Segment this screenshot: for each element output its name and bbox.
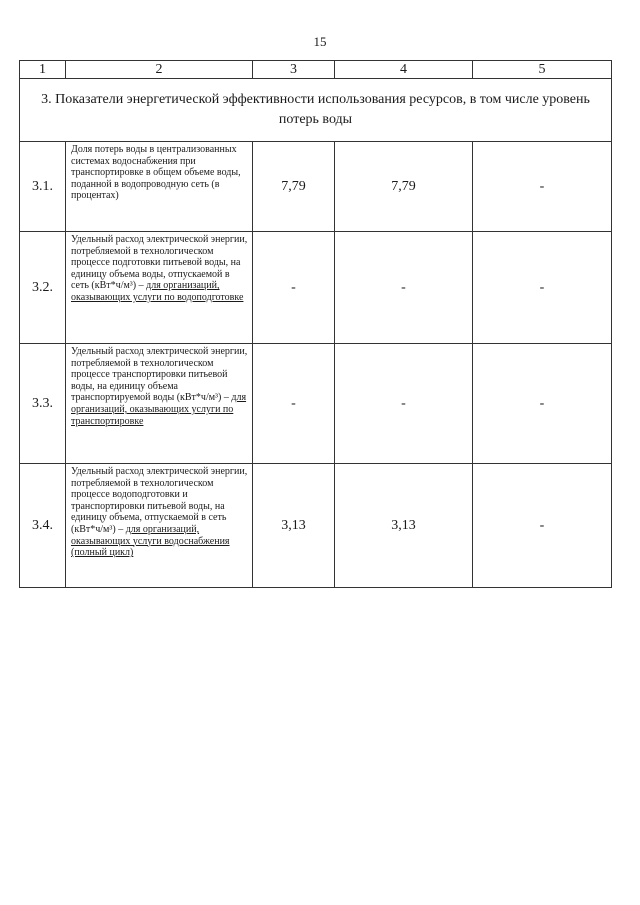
row-description-underlined: для организаций, оказывающих услуги по транспортировке bbox=[71, 392, 247, 427]
section-row bbox=[20, 79, 612, 142]
row-description bbox=[66, 344, 253, 464]
header-cell-5: 5 bbox=[473, 61, 612, 79]
header-cell-2: 2 bbox=[66, 61, 253, 79]
header-cell-3: 3 bbox=[253, 61, 335, 79]
row-value-col3: - bbox=[253, 344, 335, 464]
row-value-col5: - bbox=[473, 142, 612, 232]
row-description bbox=[66, 464, 253, 588]
row-description-text: Удельный расход электрической энергии, потребляемой в технологическом процессе подготовки питьевой воды, на единицу объема воды, отпускаемой в сеть (кВт*ч/м³) – bbox=[71, 234, 248, 292]
row-value-col4: - bbox=[335, 344, 473, 464]
section-title: 3. Показатели энергетической эффективности использования ресурсов, в том числе уровень потерь воды bbox=[20, 79, 612, 142]
table-row bbox=[20, 232, 612, 344]
table-row bbox=[20, 142, 612, 232]
table-row bbox=[20, 464, 612, 588]
row-description-underlined: для организаций, оказывающих услуги водоснабжения (полный цикл) bbox=[71, 523, 230, 559]
header-row bbox=[20, 61, 612, 79]
row-description-text: Удельный расход электрической энергии, потребляемой в технологическом процессе водоподготовки и транспортировки питьевой воды, на единицу объема, отпускаемой в сеть (кВт*ч/м³) – bbox=[71, 466, 248, 535]
row-value-col5: - bbox=[473, 464, 612, 588]
row-description bbox=[66, 142, 253, 232]
page-number: 15 bbox=[313, 34, 327, 49]
row-value-col4: 7,79 bbox=[335, 142, 473, 232]
row-number: 3.3. bbox=[20, 344, 66, 464]
header-cell-4: 4 bbox=[335, 61, 473, 79]
row-value-col4: - bbox=[335, 232, 473, 344]
row-value-col3: - bbox=[253, 232, 335, 344]
row-number: 3.2. bbox=[20, 232, 66, 344]
row-value-col5: - bbox=[473, 232, 612, 344]
indicators-table bbox=[19, 60, 612, 588]
row-value-col4: 3,13 bbox=[335, 464, 473, 588]
row-number: 3.4. bbox=[20, 464, 66, 588]
row-description bbox=[66, 232, 253, 344]
row-value-col5: - bbox=[473, 344, 612, 464]
row-description-underlined: для организаций, оказывающих услуги по водоподготовке bbox=[71, 280, 244, 303]
row-description-text: Доля потерь воды в централизованных системах водоснабжения при транспортировке в общем объеме воды, поданной в водопроводную сеть (в процентах) bbox=[71, 144, 241, 202]
row-value-col3: 7,79 bbox=[253, 142, 335, 232]
row-value-col3: 3,13 bbox=[253, 464, 335, 588]
header-cell-1: 1 bbox=[20, 61, 66, 79]
row-number: 3.1. bbox=[20, 142, 66, 232]
row-description-text: Удельный расход электрической энергии, потребляемой в технологическом процессе транспортировки питьевой воды, на единицу объема транспортируемой воды (кВт*ч/м³) – bbox=[71, 346, 248, 404]
table-row bbox=[20, 344, 612, 464]
